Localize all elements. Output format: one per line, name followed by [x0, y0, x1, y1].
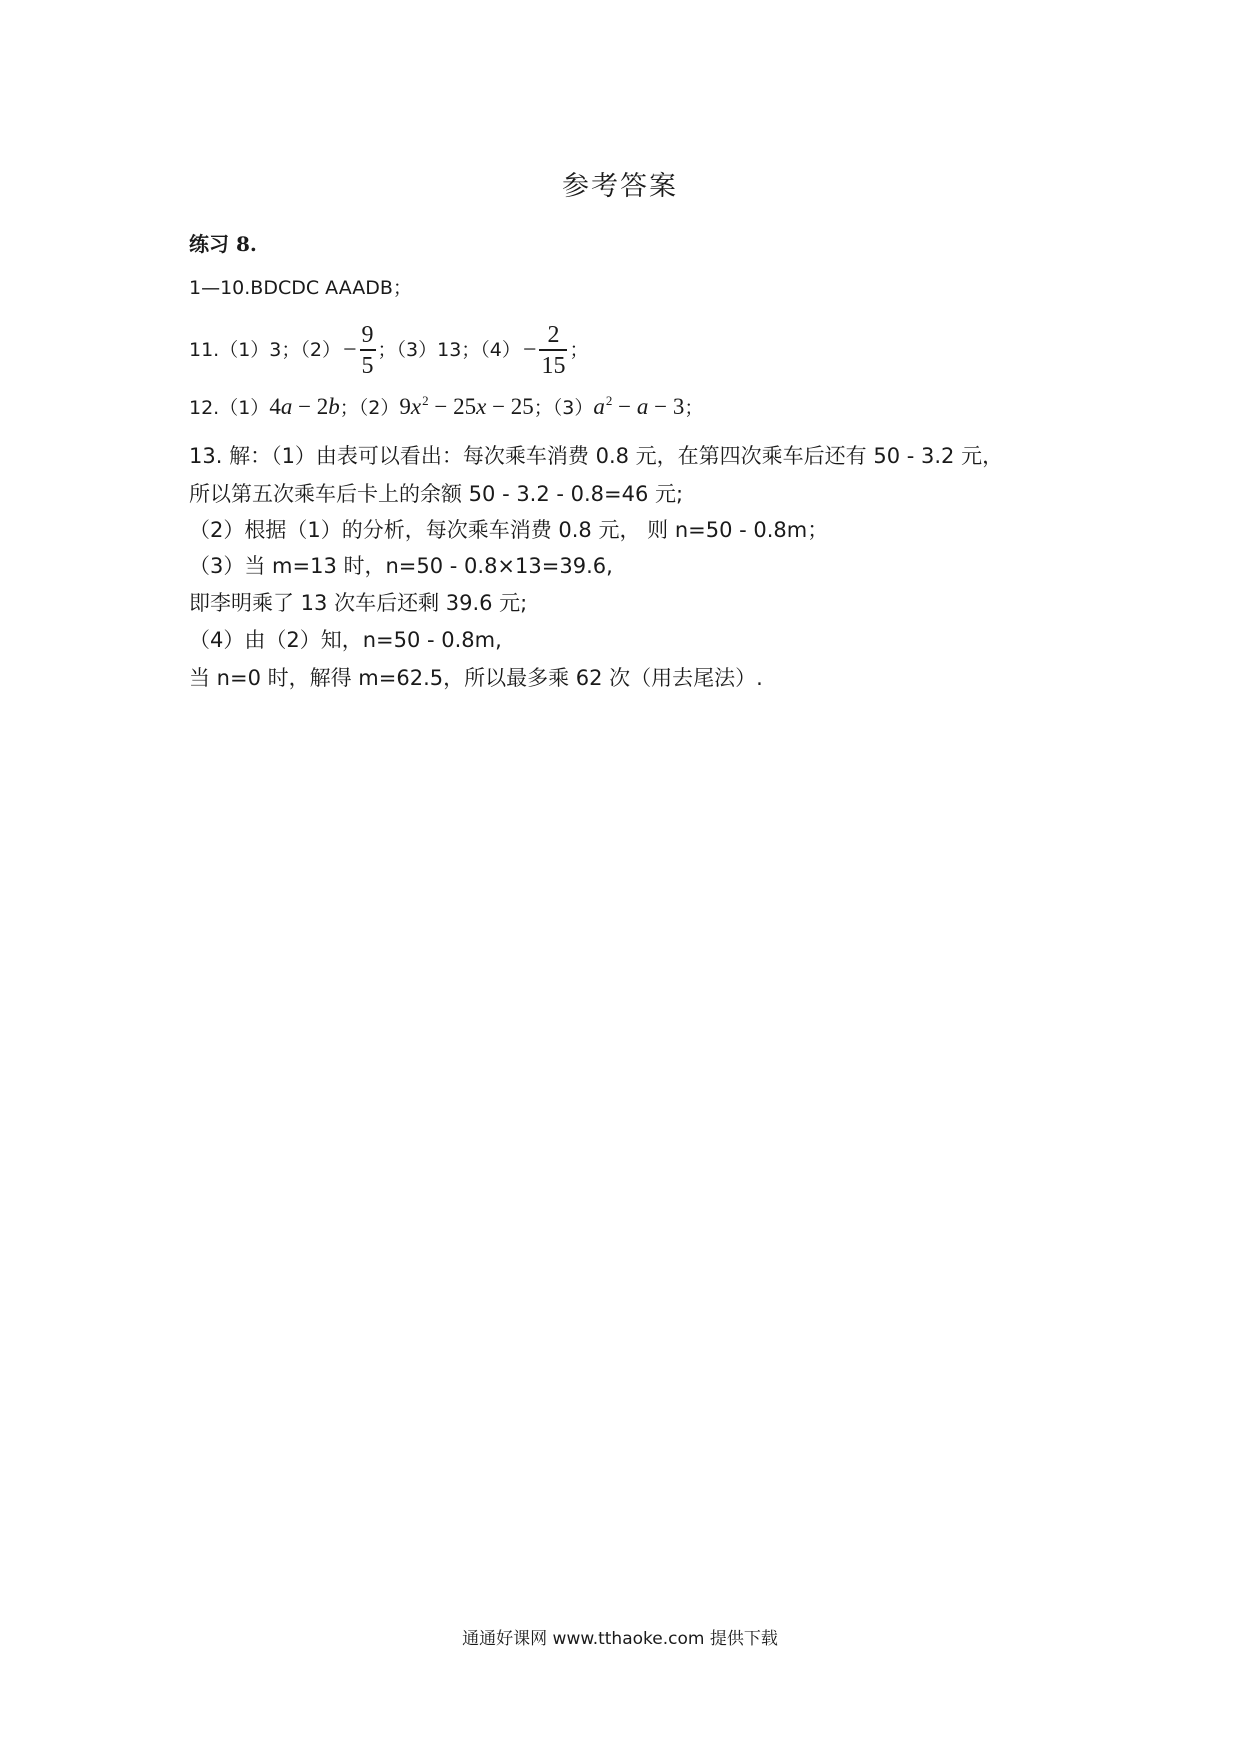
answer-text: 12.（1） — [189, 397, 270, 419]
answer-line-11 — [189, 323, 588, 378]
answer-line-1-10 — [189, 279, 412, 298]
minus-sign: − — [342, 337, 357, 364]
math-expression-1: 4a − 2b — [269, 394, 340, 419]
page-title: 参考答案 — [562, 171, 678, 202]
fraction — [523, 323, 568, 378]
fraction — [343, 323, 376, 378]
numerator: 9 — [361, 322, 374, 348]
answer-line-12 — [189, 394, 703, 418]
solution-line: 即李明乘了 13 次车后还剩 39.6 元; — [189, 591, 528, 615]
answer-text: 1—10.BDCDC AAADB； — [189, 277, 412, 299]
answer-text: ； — [569, 338, 589, 361]
minus-sign: − — [522, 337, 537, 364]
solution-line: （3）当 m=13 时，n=50 - 0.8×13=39.6, — [189, 554, 613, 578]
denominator: 5 — [361, 352, 374, 379]
math-expression-3: $a^2 - a - 3$ — [593, 393, 685, 419]
numerator: 2 — [547, 322, 560, 348]
math-expression-2: $9x^2 - 25x - 25$ — [399, 393, 534, 419]
solution-line: （4）由（2）知，n=50 - 0.8m, — [189, 628, 502, 652]
answer-text: ；（3）13；（4） — [377, 338, 521, 361]
section-heading: 练习 8. — [189, 232, 257, 256]
solution-line: （2）根据（1）的分析，每次乘车消费 0.8 元， 则 n=50 - 0.8m； — [189, 518, 829, 542]
answer-text: ； — [684, 397, 704, 419]
solution-line: 当 n=0 时，解得 m=62.5，所以最多乘 62 次（用去尾法）. — [189, 666, 763, 690]
answer-text: ；（2） — [339, 397, 400, 419]
solution-line: 13. 解：（1）由表可以看出：每次乘车消费 0.8 元，在第四次乘车后还有 50 - 3.2 元， — [189, 444, 1004, 468]
answer-text: ；（3） — [533, 397, 594, 419]
solution-line: 所以第五次乘车后卡上的余额 50 - 3.2 - 0.8=46 元; — [189, 482, 684, 506]
page-footer: 通通好课网 www.tthaoke.com 提供下载 — [462, 1629, 778, 1649]
denominator: 15 — [541, 352, 566, 379]
answer-text: 11.（1）3；（2） — [189, 338, 341, 361]
